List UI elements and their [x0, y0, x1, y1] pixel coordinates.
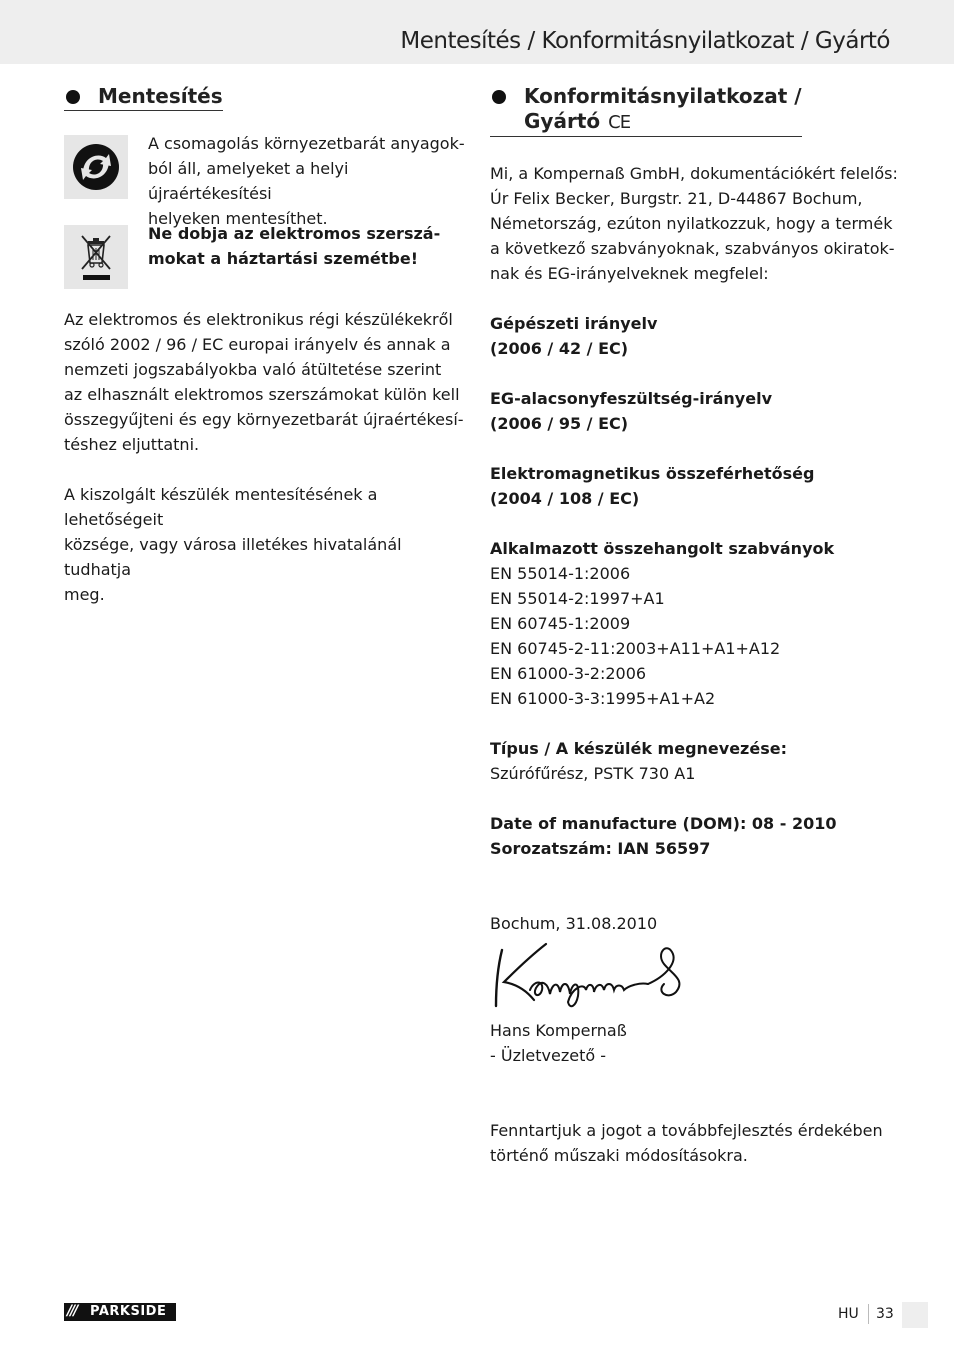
text-line: Fenntartjuk a jogot a továbbfejlesztés érdekében	[490, 1121, 883, 1140]
declaration-intro	[490, 161, 910, 286]
bullet-icon	[492, 90, 506, 104]
harmonised-standards	[490, 536, 910, 711]
text-line: A csomagolás környezetbarát anyagok-	[148, 134, 465, 153]
disposal-heading	[64, 84, 223, 111]
text-line: történő műszaki módosításokra.	[490, 1146, 748, 1165]
text-line: Gépészeti irányelv	[490, 314, 658, 333]
text-line: téshez eljuttatni.	[64, 435, 200, 454]
emc-directive	[490, 461, 910, 511]
conformity-heading	[490, 84, 802, 137]
conformity-heading-line1: Konformitásnyilatkozat /	[524, 84, 802, 108]
weee-row	[64, 225, 464, 291]
weee-paragraph	[64, 307, 464, 457]
text-line: összegyűjteni és egy környezetbarát újraértékesí-	[64, 410, 464, 429]
text-line: meg.	[64, 585, 105, 604]
standard-item: EN 55014-2:1997+A1	[490, 589, 665, 608]
text-line: Az elektromos és elektronikus régi készülékekről	[64, 310, 453, 329]
text-line: A kiszolgált készülék mentesítésének a lehetőségeit	[64, 485, 378, 529]
date-of-manufacture: Date of manufacture (DOM): 08 - 2010	[490, 814, 837, 833]
warning-text	[148, 221, 468, 271]
logo-name: PARKSIDE	[90, 1304, 167, 1319]
text-line: Ne dobja az elektromos szerszá-	[148, 224, 441, 243]
low-voltage-directive	[490, 386, 910, 436]
parkside-logo	[64, 1303, 176, 1321]
ce-mark-icon: CE	[608, 112, 631, 133]
bullet-icon	[66, 90, 80, 104]
text-line: Elektromagnetikus összeférhetőség	[490, 464, 815, 483]
conformity-heading-line2	[524, 109, 802, 135]
signer	[490, 1018, 910, 1068]
signature	[490, 940, 910, 1012]
text-line: (2004 / 108 / EC)	[490, 489, 640, 508]
packaging-text	[148, 131, 468, 231]
footer-box	[902, 1302, 928, 1328]
text-line: helyeken mentesíthet.	[148, 209, 328, 228]
text-line: (2006 / 42 / EC)	[490, 339, 629, 358]
text-line: ból áll, amelyeket a helyi újraértékesítési	[148, 159, 349, 203]
language-code: HU	[838, 1306, 859, 1322]
text-line: mokat a háztartási szemétbe!	[148, 249, 419, 268]
text-line: EG-alacsonyfeszültség-irányelv	[490, 389, 772, 408]
text-line: községe, vagy városa illetékes hivatalánál tudhatja	[64, 535, 402, 579]
signer-name: Hans Kompernaß	[490, 1021, 627, 1040]
conformity-heading-line2-text: Gyártó	[524, 109, 601, 133]
product-type	[490, 736, 910, 786]
standard-item: EN 55014-1:2006	[490, 564, 631, 583]
signer-title: - Üzletvezető -	[490, 1046, 607, 1065]
disposal-section	[64, 84, 464, 607]
standard-item: EN 60745-1:2009	[490, 614, 631, 633]
text-line: a következő szabványoknak, szabványos okiratok-	[490, 239, 895, 258]
standard-item: EN 61000-3-3:1995+A1+A2	[490, 689, 716, 708]
packaging-row	[64, 134, 465, 228]
place-date	[490, 911, 910, 936]
footer-divider	[868, 1304, 869, 1324]
text-line: (2006 / 95 / EC)	[490, 414, 629, 433]
recycling-icon	[64, 135, 128, 199]
standard-item: EN 61000-3-2:2006	[490, 664, 647, 683]
machinery-directive	[490, 311, 910, 361]
standard-item: EN 60745-2-11:2003+A11+A1+A12	[490, 639, 781, 658]
crossed-bin-icon	[64, 225, 128, 289]
conformity-section	[490, 84, 910, 1168]
place-date-text: Bochum, 31.08.2010	[490, 914, 658, 933]
standards-title: Alkalmazott összehangolt szabványok	[490, 539, 835, 558]
page-number: 33	[876, 1306, 894, 1322]
text-line: nemzeti jogszabályokba való átültetése szerint	[64, 360, 442, 379]
text-line: Mi, a Kompernaß GmbH, dokumentációkért felelős:	[490, 164, 898, 183]
manufacture-info	[490, 811, 910, 861]
disposal-info-paragraph	[64, 482, 464, 607]
serial-number: Sorozatszám: IAN 56597	[490, 839, 711, 858]
logo-slashes: ///	[67, 1303, 77, 1319]
reservation-note	[490, 1118, 910, 1168]
text-line: nak és EG-irányelveknek megfelel:	[490, 264, 769, 283]
page-header-title: Mentesítés / Konformitásnyilatkozat / Gyártó	[400, 28, 890, 54]
type-title: Típus / A készülék megnevezése:	[490, 739, 787, 758]
disposal-heading-text: Mentesítés	[98, 84, 223, 108]
text-line: az elhasznált elektromos szerszámokat külön kell	[64, 385, 460, 404]
text-line: Németország, ezúton nyilatkozzuk, hogy a termék	[490, 214, 893, 233]
text-line: szóló 2002 / 96 / EC europai irányelv és annak a	[64, 335, 451, 354]
type-value: Szúrófűrész, PSTK 730 A1	[490, 764, 696, 783]
text-line: Úr Felix Becker, Burgstr. 21, D-44867 Bochum,	[490, 189, 863, 208]
